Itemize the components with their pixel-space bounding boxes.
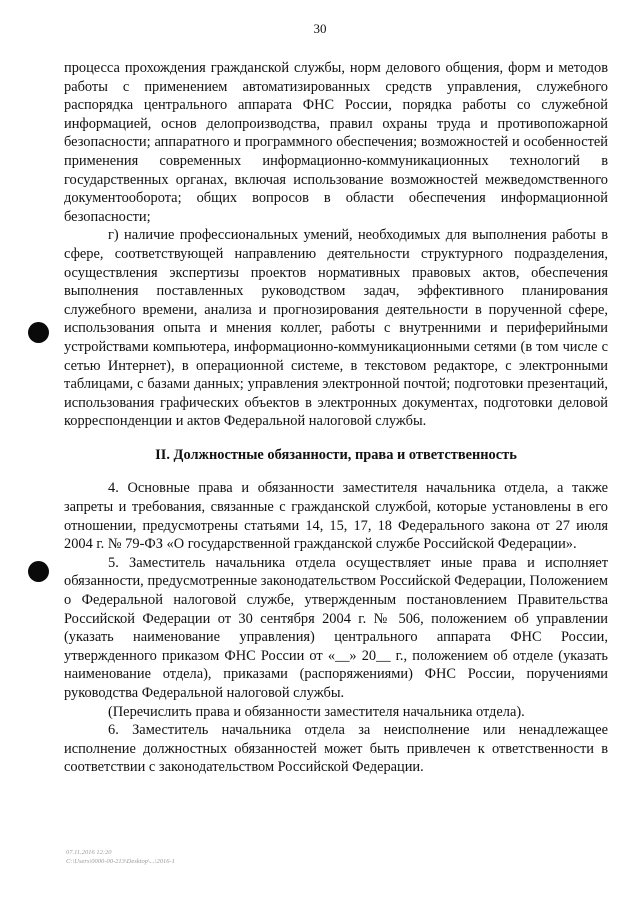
paragraph-item-4: 4. Основные права и обязанности заместителя начальника отдела, а также запреты и требования, связанные с гражданской службой, которые установлены в его отношении, предусмотрены статьями 14, 15, 17, 18 Федерального закона от 27 июля 2004 г. № 79-ФЗ «О государственной гражданской службе Российской Федерации». [64,480,608,553]
footer-timestamp: 07.11.2016 12:20 [66,849,112,856]
punch-hole-marker [28,561,49,582]
footer-file-path: C:\Users\0000-00-213\Desktop\...\2016-1 [66,858,175,865]
paragraph-professional-skills: г) наличие профессиональных умений, необходимых для выполнения работы в сфере, соответствующей направлению деятельности структурного подразделения, осуществления экспертизы проектов нормативных правовых актов, обеспечения выполнения поставленных руководством задач, эффективного планирования служебного времени, анализа и прогнозирования деятельности в порученной сфере, использования опыта и мнения коллег, работы с внутренними и периферийными устройствами компьютера, информационно-коммуникационными сетями (в том числе с сетью Интернет), в операционной системе, в текстовом редакторе, с электронными таблицами, с базами данных; управления электронной почтой; подготовки презентаций, использования графических объектов в электронных документах, подготовки деловой корреспонденции и актов Федеральной налоговой службы. [64,227,608,430]
page-number: 30 [313,21,327,36]
paragraph-item-5-note: (Перечислить права и обязанности заместителя начальника отдела). [108,703,525,720]
document-body [64,59,608,777]
paragraph-item-5: 5. Заместитель начальника отдела осуществляет иные права и исполняет обязанности, предусмотренные законодательством Российской Федерации, Положением о Федеральной налоговой службе, утвержденным постановлением Правительства Российской Федерации от 30 сентября 2004 г. № 506, положением об управлении (указать наименование управления) центрального аппарата ФНС России, утвержденного приказом ФНС России от «__» 20__ г., положением об отделе (указать наименование отдела), приказами (распоряжениями) ФНС России, поручениями руководства Федеральной налоговой службы. [64,554,608,701]
paragraph-item-6: 6. Заместитель начальника отдела за неисполнение или ненадлежащее исполнение должностных обязанностей может быть привлечен к ответственности в соответствии с законодательством Российской Федерации. [64,722,608,776]
punch-hole-marker [28,322,49,343]
section-heading: II. Должностные обязанности, права и ответственность [155,446,517,463]
paragraph-skills-knowledge: процесса прохождения гражданской службы, норм делового общения, форм и методов работы с применением автоматизированных средств управления, служебного распорядка центрального аппарата ФНС России, порядка работы со служебной информацией, основ делопроизводства, правил охраны труда и противопожарной безопасности; аппаратного и программного обеспечения; возможностей и особенностей применения современных информационно-коммуникационных технологий в государственных органах, включая использование возможностей межведомственного документооборота; общих вопросов в области обеспечения информационной безопасности; [64,60,608,225]
